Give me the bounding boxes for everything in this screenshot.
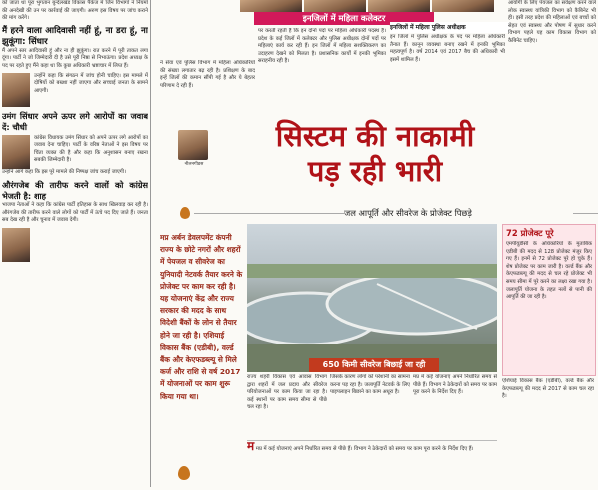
main-headline-line-1: सिस्टम की नाकामी (275, 119, 475, 153)
projects-box (502, 224, 596, 376)
sewage-plant-photo (247, 224, 497, 372)
person-photo-3 (2, 228, 30, 262)
collector-photo (304, 0, 366, 12)
reporter-photo (178, 130, 208, 160)
left-headline-2: उमंग सिंधार अपने ऊपर लगे आरोपों का जवाब दें: चौधी (2, 110, 148, 132)
left-body-2b: उन्होंने आगे कहा कि इस पूरे मामले की निष्पक्ष जांच कराई जाएगी। (2, 168, 126, 175)
drop-icon (180, 207, 190, 219)
drop-cap: म (247, 440, 255, 453)
main-intro: मप्र अर्बन डेवलपमेंट कंपनी राज्य के छोटे नगरों और शहरों में पेयजल व सीवरेज का युनियादी नेटवर्क तैयार करने के प्रोजेक्ट पर काम कर रही है। यह योजनाएं केंद्र और राज्य सरकार की मदद के साथ विदेशी बैंकों के लोन से तैयार होने जा रही है। एशियाई विकास बैंक (एडीबी), वर्ल्ड बैंक और केएफडब्ल्यू से मिले कर्ज और राशि से वर्ष 2017 में योजनाओं पर काम शुरू किया गया था। (160, 233, 243, 401)
person-photo-2 (2, 135, 30, 169)
subhead-rule-right (573, 213, 598, 214)
left-column-divider (150, 0, 151, 487)
drop-icon-bottom (178, 466, 190, 480)
person-photo-1 (2, 73, 30, 107)
sp-body: इन जिलों में पुलिस अधीक्षक के पद पर महिला अधिकारी तैनात हैं। कानून व्यवस्था बनाए रखने में इनकी भूमिका महत्वपूर्ण है। वर्ष 2014 एवं 2017 बैच की अधिकारी भी इसमें शामिल हैं। (390, 34, 505, 63)
main-body-bottom-3: मप्र में कई योजनाएं अपने निर्धारित समय से पीछे हैं। विभाग ने ठेकेदारों को समय पर काम पूरा करने के निर्देश दिए हैं। (413, 374, 497, 396)
main-body-bottom-1: राज्य शहरी विकास एवं आवास विभाग द्वारा शहरों में जल प्रदाय और सीवरेज परियोजनाओं पर काम किया जा रहा है। कई स्थानों पर काम समय सीमा से पीछे चल रहा है। (247, 374, 327, 411)
collector-body-b: ने सेवा एवं पुलिस विभाग में महिला अधिकारियों की संख्या लगातार बढ़ रही है। प्रशिक्षण के बाद इन्हें जिलों की कमान सौंपी गई है और ये बेहतर परिणाम दे रही हैं। (160, 60, 255, 89)
projects-box-body: एमपीयूडीसी के अधिकारियों के मुताबिक एडीबी की मदद से 128 प्रोजेक्ट मंजूर किए गए हैं। इनमें से 72 प्रोजेक्ट पूरे हो चुके हैं। शेष प्रोजेक्ट पर काम जारी है। वर्ल्ड बैंक और केएफडब्ल्यू की मदद से चल रहे प्रोजेक्ट भी समय सीमा में पूरे करने का लक्ष्य रखा गया है। जलापूर्ति योजना के तहत नलों से पानी की आपूर्ति की जा रही है। (506, 241, 592, 301)
left-body-1b: उन्होंने कहा कि संगठन में जांच होनी चाहिए। इस मामले में दोषियों को बख्शा नहीं जाएगा और सच्चाई जनता के सामने आएगी। (34, 72, 148, 94)
main-body-bottom-continued (247, 440, 497, 490)
left-top-text: को जाता था पूरा भुगतान बुन्देलखंड विकास पैकेज में जिन विभागों ने नियमों की अनदेखी की उन पर कार्रवाई की जाएगी। अरुण इस विषय पर जांच कराने की मांग करेंगे। (2, 0, 148, 22)
projects-box-title: 72 प्रोजेक्ट पूरे (506, 228, 554, 238)
left-headline-1: मैं हरने वाला आदिवासी नहीं हूं, ना डरा हूं, ना झुकूंगा: सिंधार (2, 25, 148, 47)
left-headline-3: औरंगजेब की तारीफ करने वालों को कांग्रेस भेजती है: शाह (2, 180, 148, 202)
collector-band-title: इनजिलों में महिला कलेक्टर (254, 12, 434, 25)
subhead-rule (194, 213, 344, 214)
reporter-byline: नीलनगीडस (184, 162, 204, 167)
collector-photo (368, 0, 430, 12)
sewage-plant-illustration (247, 224, 497, 372)
sp-band-title: इनजिलों में महिला पुलिस अधीक्षक (390, 22, 510, 33)
left-body-1: मैं अपने स्तर आदिवासी हूं और ना ही झुकूंगा। रात करने में पूरी ताकत लगा दूंगा। पार्टी ने जो जिम्मेदारी दी है उसे पूरी निष्ठा से निभाऊंगा। प्रदेश अध्यक्ष के पद पर रहते हुए मैंने कहा था कि कुछ अधिकारी भ्रष्टाचार में लिप्त हैं। (2, 47, 148, 69)
collector-photos-strip (240, 0, 494, 12)
photo-caption: 650 किमी सीवरेज बिछाई जा रही (309, 358, 439, 372)
left-column (2, 0, 148, 487)
collector-body-a: पर करती रहती है कि इन दोनों पदों पर महिला अधिकारी पदस्थ हैं। प्रदेश के कई जिलों में कलेक्टर और पुलिस अधीक्षक दोनों पदों पर महिलाएं कार्य कर रही हैं। इन जिलों में महिला सशक्तिकरण का उदाहरण देखने को मिलता है। प्रशासनिक कार्यों में इनकी भूमिका सराहनीय रही है। (258, 28, 386, 65)
subhead-bar (158, 207, 598, 219)
main-headline-line-2: पड़ रही भारी (307, 154, 443, 188)
right-side-text: आयोगी के लिए पेयजल का सर्वेक्षण करने वाले लोक स्वास्थ्य यांत्रिकी विभाग को कैबिनेट भी ही। इसी तरह प्रदेश की महिलाओं एवं बच्चों को सेहत एवं स्वास्थ्य और पोषण में सुधार करने विभाग पहले यह काम विकास विभाग को कैबिनेट चाहिए। (508, 0, 596, 44)
subhead-text: जल आपूर्ति और सीवरेज के प्रोजेक्ट पिछड़े (344, 208, 472, 218)
right-bottom-body: एशियाई विकास बैंक (एडीबी), वर्ल्ड बैंक और केएफडब्ल्यू की मदद से 2017 से काम चल रहा है। (502, 378, 594, 400)
main-headline (220, 118, 530, 188)
main-body-bottom-2: जिसके कारण लोगों को परेशानी का सामना करना पड़ रहा है। जलापूर्ति नेटवर्क के लिए पाइपलाइन बिछाने का काम अधूरा है। (330, 374, 410, 396)
left-body-3: भाजपा नेताओं ने कहा कि कांग्रेस पार्टी इतिहास के साथ खिलवाड़ कर रही है। औरंगजेब की तारीफ करने वाले लोगों को पार्टी में ऊंचे पद दिए जाते हैं। जनता सब देख रही है और चुनाव में जवाब देगी। (2, 202, 148, 224)
collector-photo (432, 0, 494, 12)
collector-photo (240, 0, 302, 12)
left-body-2: कांग्रेस विधायक उमंग सिंधार को अपने ऊपर लगे आरोपों का जवाब देना चाहिए। पार्टी के वरिष्ठ नेताओं ने इस विषय पर चिंता व्यक्त की है और कहा कि अनुशासन बनाए रखना सबकी जिम्मेदारी है। (34, 134, 148, 164)
main-body-bottom-continued-text: मप्र में कई योजनाएं अपने निर्धारित समय से पीछे हैं। विभाग ने ठेकेदारों को समय पर काम पूरा करने के निर्देश दिए हैं। (255, 446, 474, 452)
